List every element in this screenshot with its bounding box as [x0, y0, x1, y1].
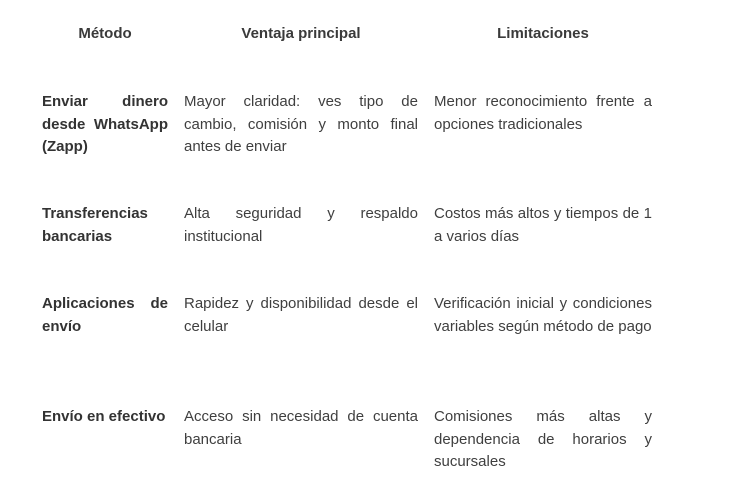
header-limitation: Limitaciones	[497, 25, 589, 42]
limitation-cell: Comisiones más altas y dependencia de horarios y sucursales	[434, 408, 652, 470]
advantage-cell: Rapidez y disponibilidad desde el celular	[184, 295, 418, 335]
method-cell: Aplicaciones de envío	[42, 295, 168, 335]
advantage-cell: Acceso sin necesidad de cuenta bancaria	[184, 408, 418, 448]
method-cell: Transferencias bancarias	[42, 205, 148, 245]
method-cell: Envío en efectivo	[42, 408, 166, 425]
limitation-cell: Verificación inicial y condiciones variables según método de pago	[434, 295, 652, 335]
method-cell: Enviar dinero desde WhatsApp (Zapp)	[42, 93, 168, 155]
advantage-cell: Alta seguridad y respaldo institucional	[184, 205, 418, 245]
limitation-cell: Costos más altos y tiempos de 1 a varios días	[434, 205, 652, 245]
header-advantage: Ventaja principal	[241, 25, 361, 42]
advantage-cell: Mayor claridad: ves tipo de cambio, comisión y monto final antes de enviar	[184, 93, 418, 155]
header-method: Método	[78, 25, 132, 42]
limitation-cell: Menor reconocimiento frente a opciones tradicionales	[434, 93, 652, 133]
